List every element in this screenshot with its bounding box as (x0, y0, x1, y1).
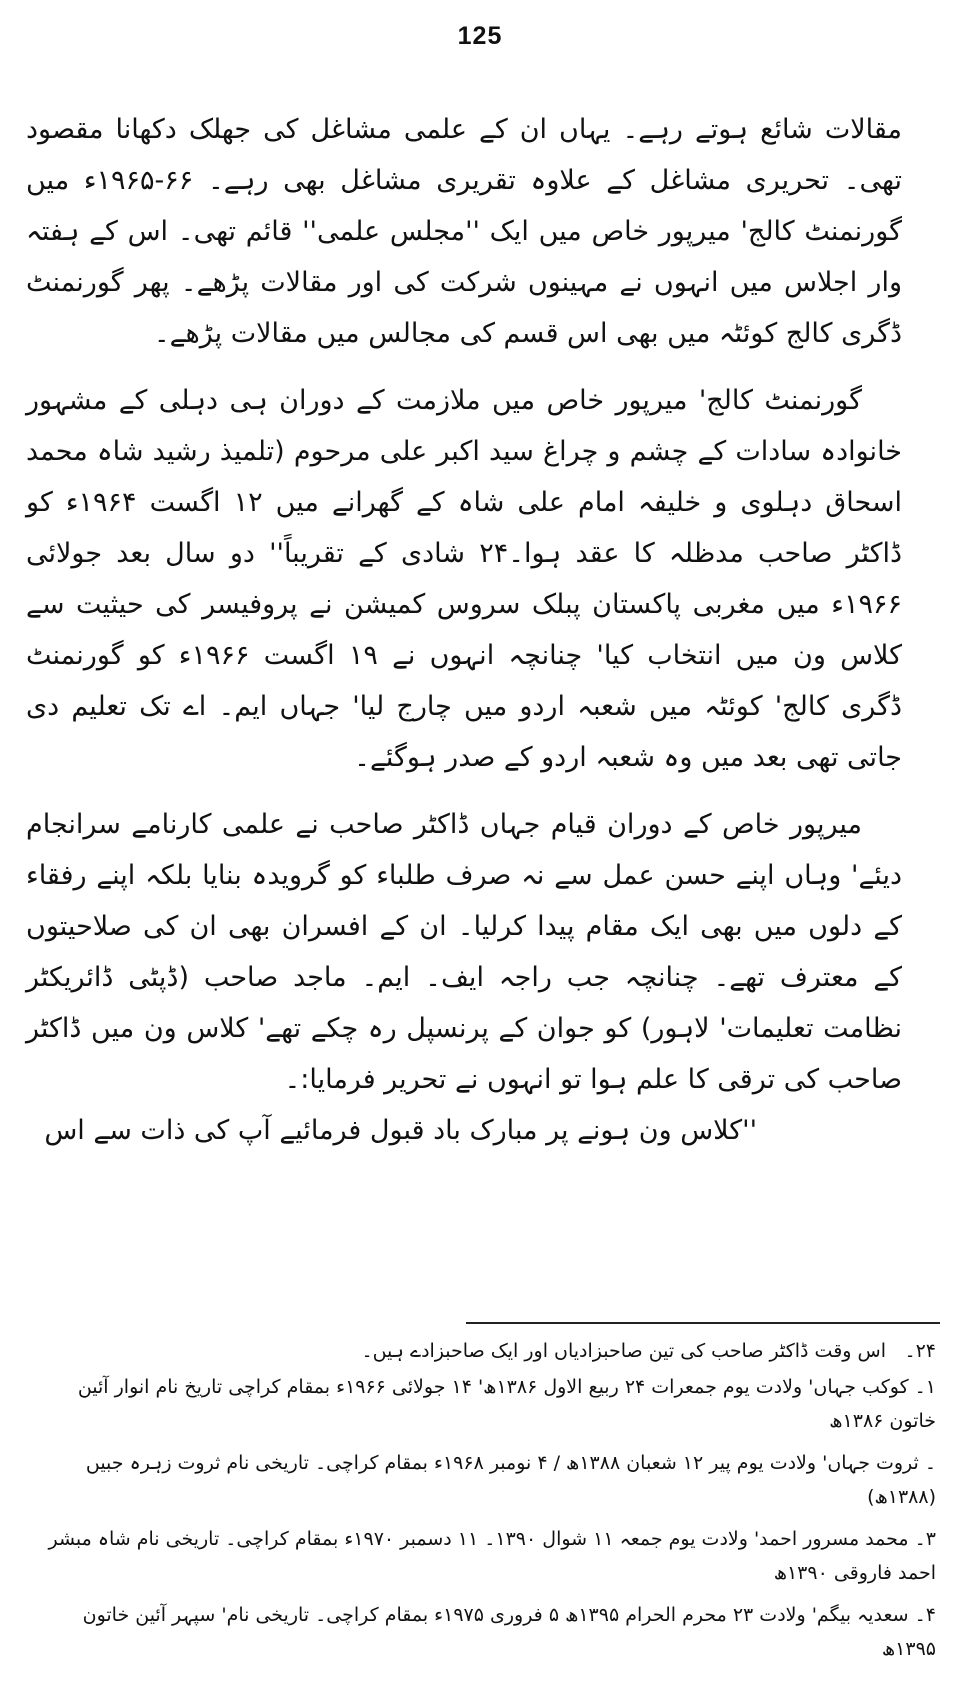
quotation-opening: ''کلاس ون ہونے پر مبارک باد قبول فرمائیے آپ کی ذات سے اس (44, 1115, 757, 1146)
footnote-body (24, 1334, 886, 1370)
footnotes (24, 1334, 936, 1674)
paragraph-3: میرپور خاص کے دوران قیام جہاں ڈاکٹر صاحب نے علمی کارنامے سرانجام دیئے' وہاں اپنے حسن عمل سے نہ صرف طلباء کو گرویدہ بنایا بلکہ اپنے رفقاء کے دلوں میں بھی ایک مقام پیدا کرلیا۔ ان کے افسران بھی ان کی صلاحیتوں کے معترف تھے۔ چنانچہ جب راجہ ایف۔ ایم۔ ماجد صاحب (ڈپٹی ڈائریکٹر نظامت تعلیمات' لاہور) کو جوان کے پرنسپل رہ چکے تھے' کلاس ون میں ڈاکٹر صاحب کی ترقی کا علم ہوا تو انہوں نے تحریر فرمایا:۔ (26, 809, 902, 1095)
page-number: 125 (457, 22, 503, 50)
footnote-item-2: ۔ ثروت جہاں' ولادت یوم پیر ۱۲ شعبان ۱۳۸۸ھ / ۴ نومبر ۱۹۶۸ء بمقام کراچی۔ تاریخی نام ثروت زہرہ جبیں (۱۳۸۸ھ) (85, 1452, 936, 1508)
footnote-item-4: ۴۔ سعدیہ بیگم' ولادت ۲۳ محرم الحرام ۱۳۹۵ھ ۵ فروری ۱۹۷۵ء بمقام کراچی۔ تاریخی نام' سپہر آئین خاتون ۱۳۹۵ھ (82, 1604, 936, 1660)
footnote-divider (466, 1322, 940, 1324)
footnote-24 (24, 1334, 936, 1370)
paragraph-2: گورنمنٹ کالج' میرپور خاص میں ملازمت کے دوران ہی دہلی کے مشہور خانوادہ سادات کے چشم و چراغ سید اکبر علی مرحوم (تلمیذ رشید شاہ محمد اسحاق دہلوی و خلیفہ امام علی شاہ کے گھرانے میں ۱۲ اگست ۱۹۶۴ء کو ڈاکٹر صاحب مدظلہ کا عقد ہوا۔۲۴ شادی کے تقریباً'' دو سال بعد جولائی ۱۹۶۶ء میں مغربی پاکستان پبلک سروس کمیشن نے پروفیسر کی حیثیت سے کلاس ون میں انتخاب کیا' چنانچہ انہوں نے ۱۹ اگست ۱۹۶۶ء کو گورنمنٹ ڈگری کالج' کوئٹہ میں شعبہ اردو میں چارج لیا' جہاں ایم۔ اے تک تعلیم دی جاتی تھی بعد میں وہ شعبہ اردو کے صدر ہوگئے۔ (26, 385, 903, 773)
footnote-item-3: ۳۔ محمد مسرور احمد' ولادت یوم جمعہ ۱۱ شوال ۱۳۹۰۔ ۱۱ دسمبر ۱۹۷۰ء بمقام کراچی۔ تاریخی نام شاہ مبشر احمد فاروقی ۱۳۹۰ھ (48, 1528, 936, 1584)
footnote-intro: اس وقت ڈاکٹر صاحب کی تین صاحبزادیاں اور ایک صاحبزادے ہیں۔ (361, 1340, 886, 1362)
paragraph-1: مقالات شائع ہوتے رہے۔ یہاں ان کے علمی مشاغل کی جھلک دکھانا مقصود تھی۔ تحریری مشاغل کے علاوہ تقریری مشاغل بھی رہے۔ ۶۶-۱۹۶۵ء میں گورنمنٹ کالج' میرپور خاص میں ایک ''مجلس علمی'' قائم تھی۔ اس کے ہفتہ وار اجلاس میں انہوں نے مہینوں شرکت کی اور مقالات پڑھے۔ پھر گورنمنٹ ڈگری کالج کوئٹہ میں بھی اس قسم کی مجالس میں مقالات پڑھے۔ (26, 114, 902, 349)
footnote-item-1: ۱۔ کوکب جہاں' ولادت یوم جمعرات ۲۴ ربیع الاول ۱۳۸۶ھ' ۱۴ جولائی ۱۹۶۶ء بمقام کراچی تاریخ نام انوار آئین خاتون ۱۳۸۶ھ (77, 1376, 936, 1432)
footnote-number: ۲۴۔ (904, 1340, 936, 1362)
main-text (26, 104, 902, 1156)
